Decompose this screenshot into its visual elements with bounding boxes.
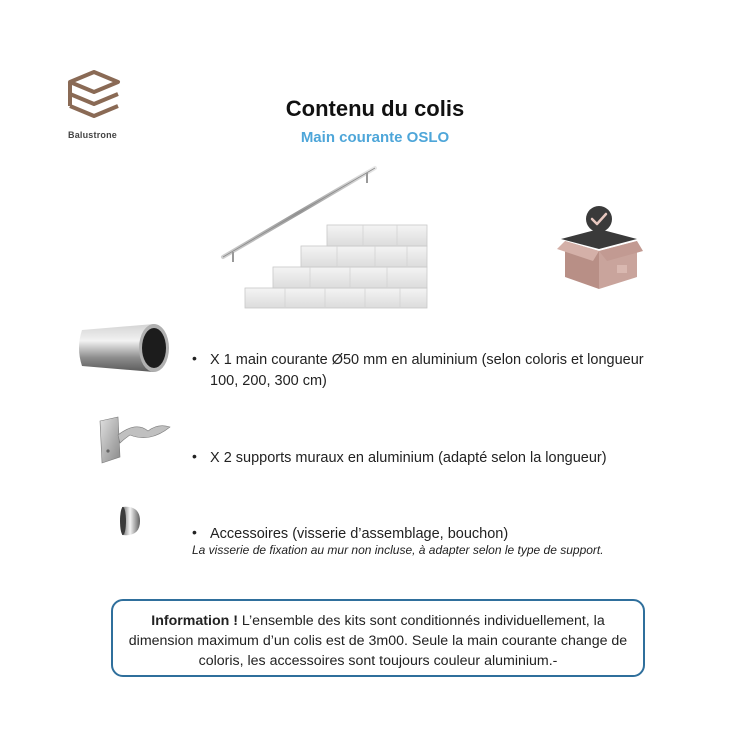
item-bullet: • xyxy=(192,448,197,464)
package-box-icon xyxy=(553,205,645,293)
information-label: Information ! xyxy=(151,613,238,629)
wall-bracket-image xyxy=(96,413,174,465)
item-accessories-text: Accessoires (visserie d’assemblage, bouchon) xyxy=(210,526,509,542)
item-handrail-line1: X 1 main courante Ø50 mm en aluminium (selon coloris et longueur xyxy=(210,352,644,368)
item-handrail-line2: 100, 200, 300 cm) xyxy=(210,373,327,389)
item-bullet: • xyxy=(192,350,197,366)
item-bullet: • xyxy=(192,524,197,540)
information-box xyxy=(111,599,645,677)
item-brackets-text: X 2 supports muraux en aluminium (adapté selon la longueur) xyxy=(210,450,607,466)
end-cap-image xyxy=(116,503,144,539)
brand-name: Balustrone xyxy=(68,130,118,140)
information-text: L’ensemble des kits sont conditionnés individuellement, la dimension maximum d’un colis est de 3m00. Seule la main courante change de coloris, les accessoires sont toujours couleur aluminium.- xyxy=(128,613,628,669)
item-handrail-text xyxy=(210,350,644,392)
page-title: Contenu du colis xyxy=(285,96,465,121)
handrail-stairs-illustration xyxy=(215,160,435,310)
page-subtitle: Main courante OSLO xyxy=(300,129,450,146)
tube-image xyxy=(74,318,174,380)
fixing-note: La visserie de fixation au mur non incluse, à adapter selon le type de support. xyxy=(192,543,604,557)
